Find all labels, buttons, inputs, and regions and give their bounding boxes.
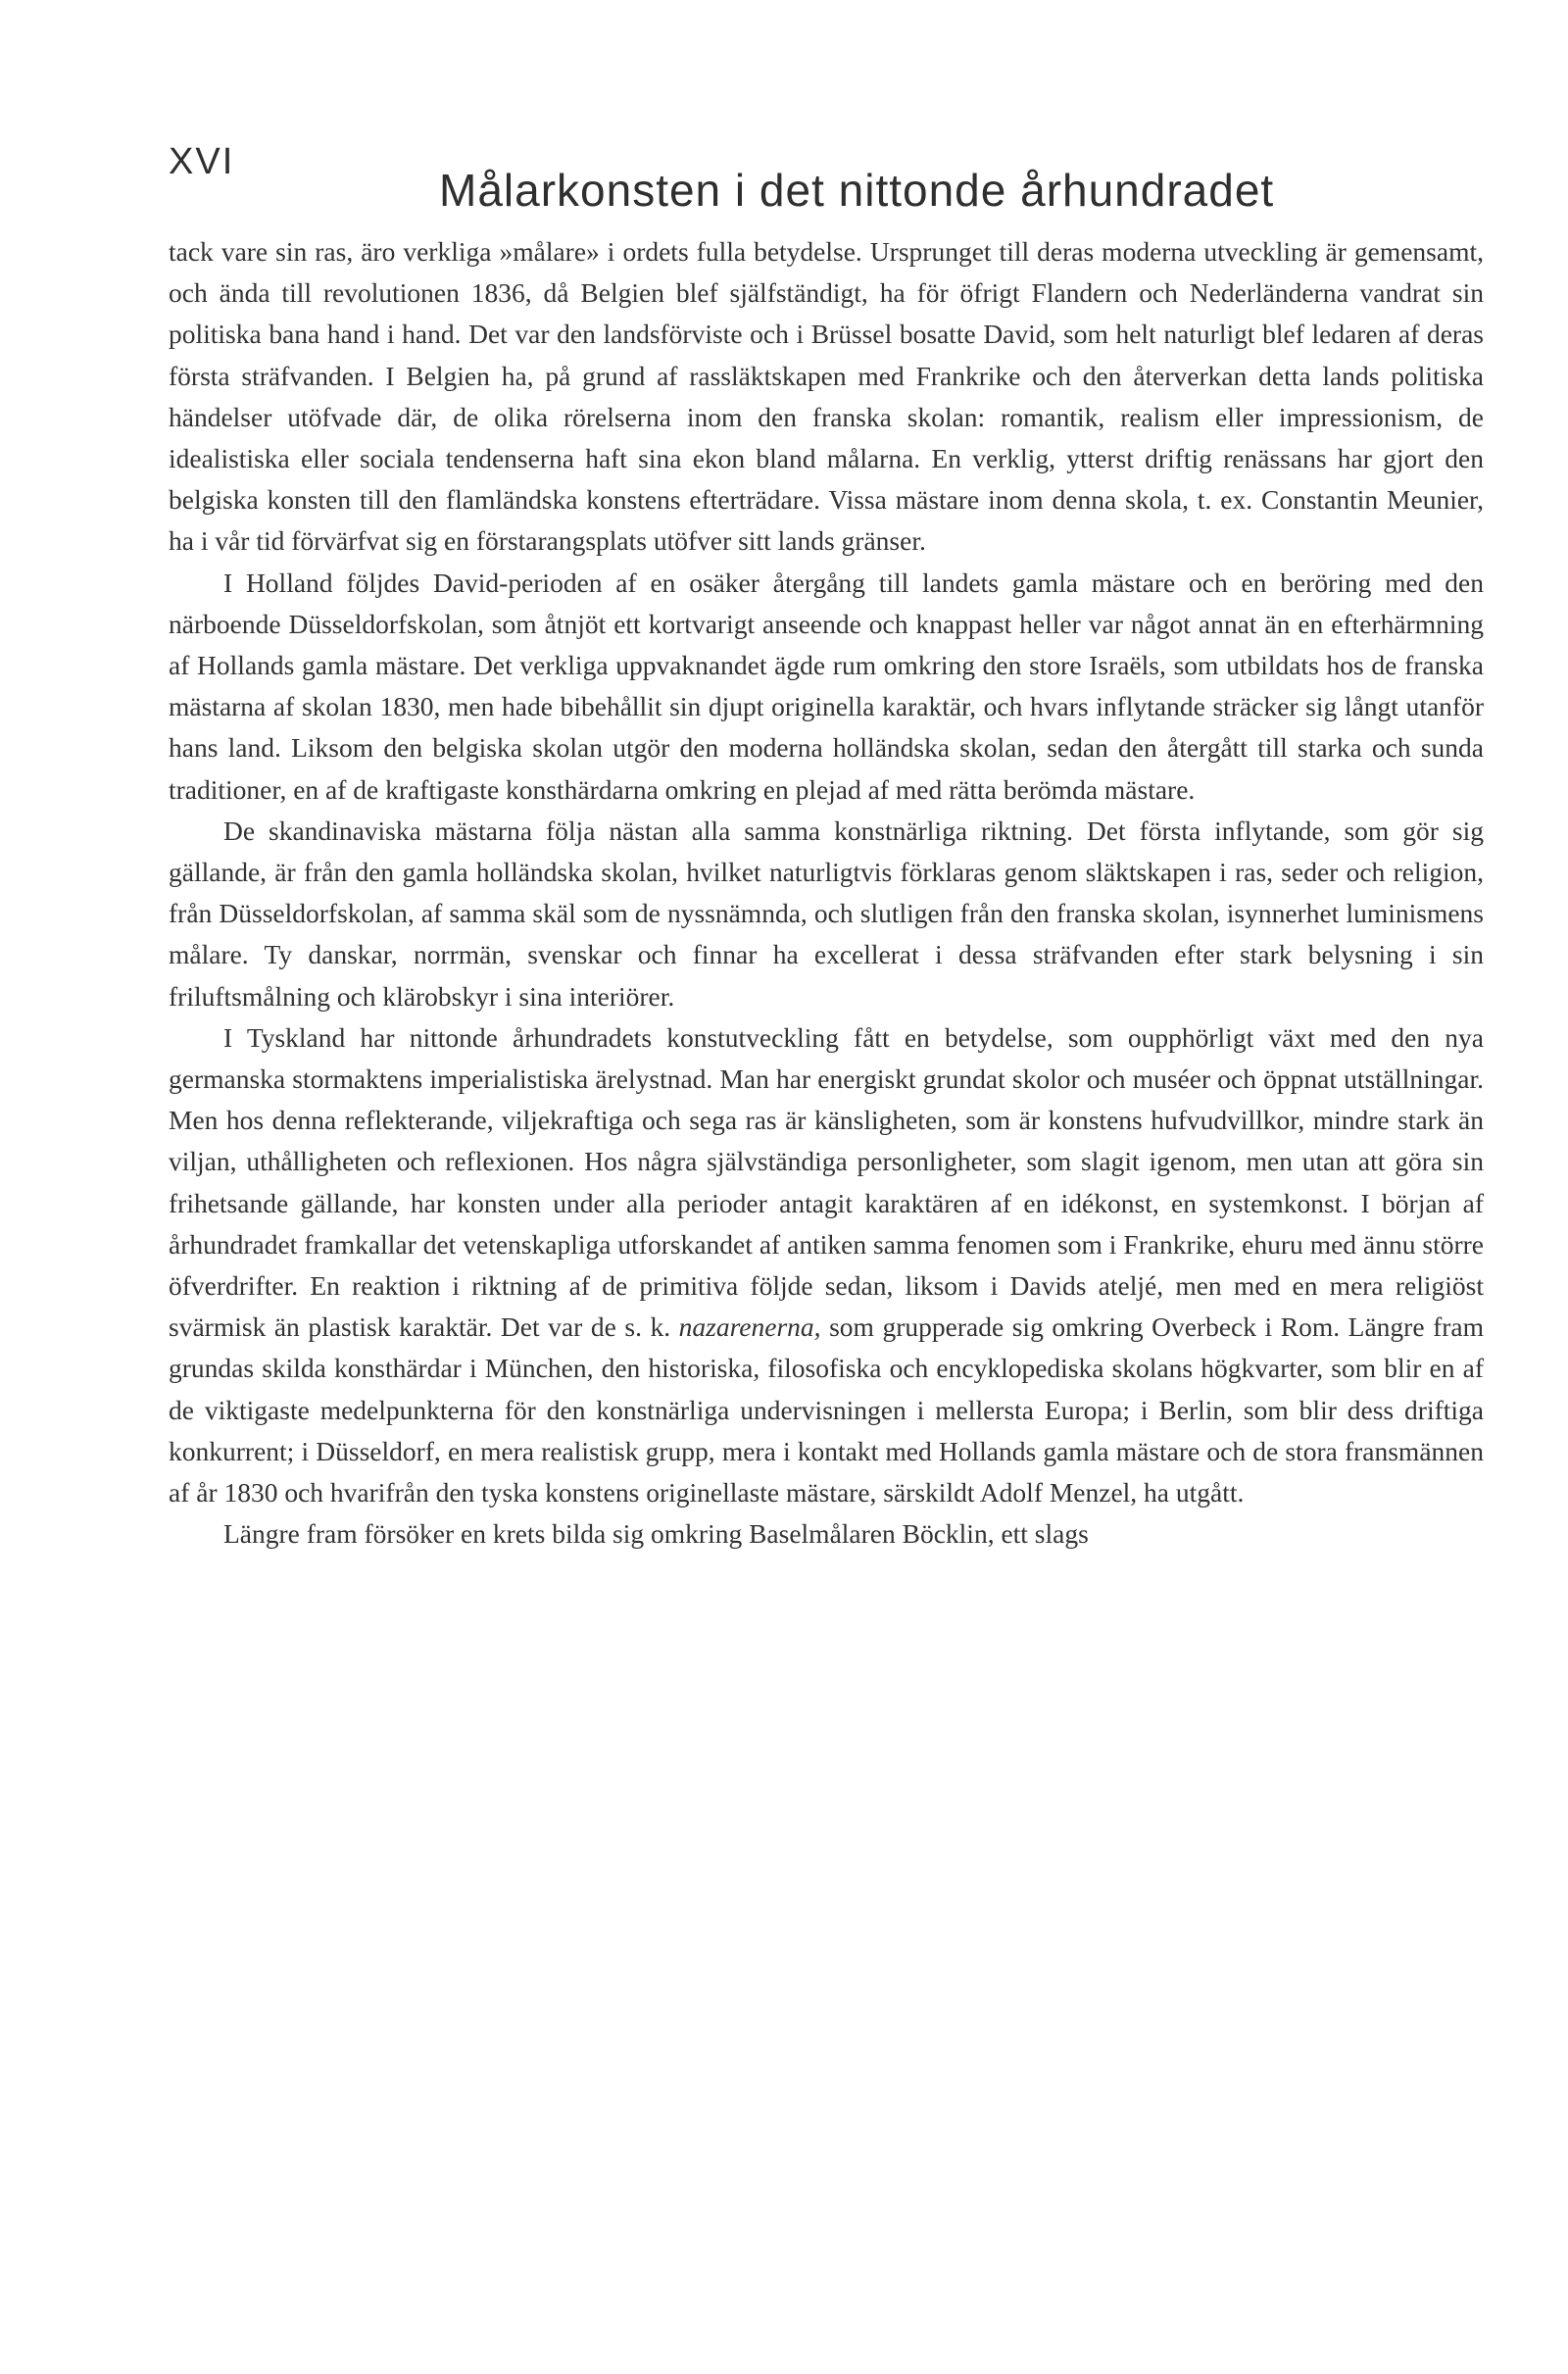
page-number: XVI xyxy=(169,141,235,182)
page-header xyxy=(169,127,1484,216)
paragraph: tack vare sin ras, äro verkliga »målare» i ordets fulla betydelse. Ursprunget till deras moderna utveckling är gemensamt, och ända till revolutionen 1836, då Belgien blef själfständigt, ha för öfrigt Flandern och Nederländerna vandrat sin politiska bana hand i hand. Det var den landsförviste och i Brüssel bosatte David, som helt naturligt blef ledaren af deras första sträfvanden. I Belgien ha, på grund af rassläktskapen med Frankrike och den återverkan detta lands politiska händelser utöfvade där, de olika rörelserna inom den franska skolan: romantik, realism eller impressionism, de idealistiska eller sociala tendenserna haft sina ekon bland målarna. En verklig, ytterst driftig renässans har gjort den belgiska konsten till den flamländska konstens efterträdare. Vissa mästare inom denna skola, t. ex. Constantin Meunier, ha i vår tid förvärfvat sig en förstarangsplats utöfver sitt lands gränser. xyxy=(169,236,1484,557)
book-page xyxy=(169,127,1484,1556)
paragraph-text: som grupperade sig omkring Overbeck i Rom. Längre fram grundas skilda konsthärdar i München, den historiska, filosofiska och encyklopediska skolans högkvarter, som blir en af de viktigaste medelpunkterna för den konstnärliga undervisningen i mellersta Europa; i Berlin, som blir dess driftiga konkurrent; i Düsseldorf, en mera realistisk grupp, mera i kontakt med Hollands gamla mästare och de stora fransmännen af år 1830 och hvarifrån den tyska konstens originellaste mästare, särskildt Adolf Menzel, ha utgått. xyxy=(169,1311,1484,1508)
paragraph-text: I Tyskland har nittonde århundradets konstutveckling fått en betydelse, som oupphörligt växt med den nya germanska stormaktens imperialistiska ärelystnad. Man har energiskt grundat skolor och muséer och öppnat utställningar. Men hos denna reflekterande, viljekraftiga och sega ras är känsligheten, som är konstens hufvudvillkor, mindre stark än viljan, uthålligheten och reflexionen. Hos några självständiga personligheter, som slagit igenom, men utan att göra sin frihetsande gällande, har konsten under alla perioder antagit karaktären af en idékonst, en systemkonst. I början af århundradet framkallar det vetenskapliga utforskandet af antiken samma fenomen som i Frankrike, ehuru med ännu större öfverdrifter. En reaktion i riktning af de primitiva följde sedan, liksom i Davids atelјé, men med en mera religiöst svärmisk än plastisk karaktär. Det var de s. k. xyxy=(169,1021,1484,1343)
body-text xyxy=(169,231,1484,1556)
paragraph: I Holland följdes David-perioden af en osäker återgång till landets gamla mästare och en beröring med den närboende Düsseldorfskolan, som åtnjöt ett kortvarigt anseende och knappast heller var något annat än en efterhärmning af Hollands gamla mästare. Det verkliga uppvaknandet ägde rum omkring den store Israëls, som utbildats hos de franska mästarna af skolan 1830, men hade bibehållit sin djupt originella karaktär, och hvars inflytande sträcker sig långt utanför hans land. Liksom den belgiska skolan utgör den moderna holländska skolan, sedan den återgått till starka och sunda traditioner, en af de kraftigaste konsthärdarna omkring en plejad af med rätta berömda mästare. xyxy=(169,567,1484,805)
italic-term: nazarenerna, xyxy=(678,1311,821,1343)
paragraph: Längre fram försöker en krets bilda sig omkring Baselmålaren Böcklin, ett slags xyxy=(223,1518,1089,1550)
paragraph xyxy=(169,1017,1484,1513)
running-title: Målarkonsten i det nittonde århundradet xyxy=(439,164,1275,216)
paragraph: De skandinaviska mästarna följa nästan alla samma konstnärliga riktning. Det första inflytande, som gör sig gällande, är från den gamla holländska skolan, hvilket naturligtvis förklaras genom släktskapen i ras, seder och religion, från Düsseldorfskolan, af samma skäl som de nyssnämnda, och slutligen från den franska skolan, isynnerhet luminismens målare. Ty danskar, norrmän, svenskar och finnar ha excellerat i dessa sträfvanden efter stark belysning i sin friluftsmålning och klärobskyr i sina interiörer. xyxy=(169,815,1484,1012)
